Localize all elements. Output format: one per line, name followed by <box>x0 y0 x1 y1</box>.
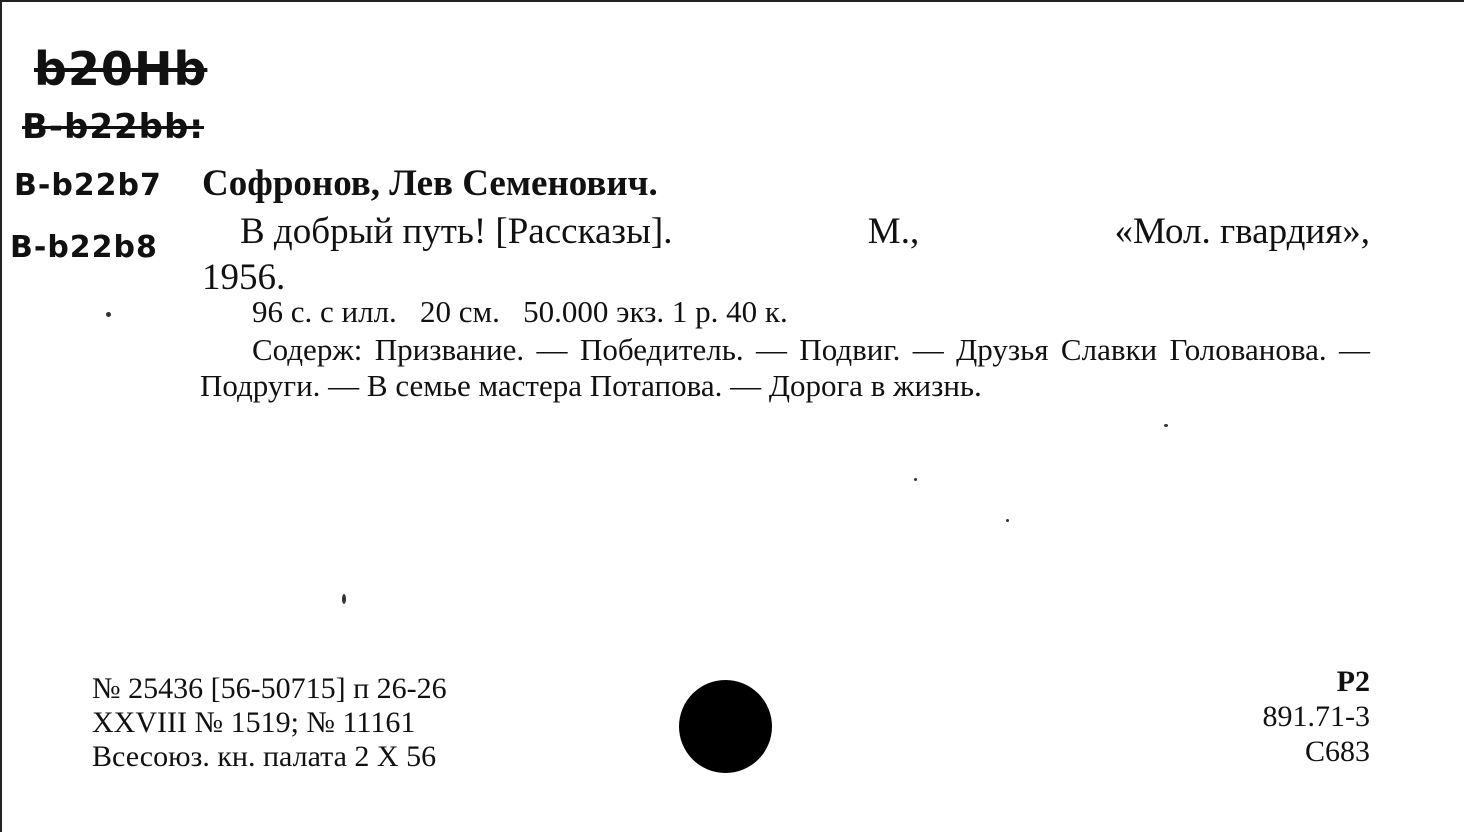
handwritten-shelfmark-2: B-b22bb: <box>22 107 204 147</box>
registration-line-2: XXVIII № 1519; № 11161 <box>92 706 416 739</box>
scan-speck <box>1006 519 1009 522</box>
title-line <box>240 210 1370 253</box>
publication-year: 1956. <box>202 257 286 298</box>
classification-line-2: 891.71-3 <box>1262 700 1370 733</box>
scan-speck <box>1164 424 1168 427</box>
registration-block <box>92 672 447 774</box>
author-heading: Софронов, Лев Семенович. <box>202 163 658 204</box>
scan-speck <box>106 312 111 317</box>
classification-line-3: С683 <box>1304 735 1370 768</box>
handwritten-shelfmark-3: B-b22b7 <box>14 168 162 203</box>
handwritten-shelfmark-4: B-b22b8 <box>10 230 158 265</box>
contents-note: Содерж: Призвание. — Победитель. — Подвиг. — Друзья Славки Голованова. — Подруги. — В семье мастера Потапова. — Дорога в жизнь. <box>200 332 1370 403</box>
handwritten-shelfmark-1: b20Hb <box>34 42 208 96</box>
classification-block <box>1263 664 1371 769</box>
registration-line-1: № 25436 [56-50715] п 26-26 <box>92 672 447 705</box>
registration-line-3: Всесоюз. кн. палата 2 X 56 <box>92 740 437 773</box>
scan-speck <box>914 478 917 481</box>
publisher: «Мол. гвардия», <box>1114 211 1370 252</box>
punch-hole <box>679 680 772 773</box>
publication-place: М., <box>867 211 920 252</box>
book-title: В добрый путь! [Рассказы]. <box>240 211 673 252</box>
scan-speck <box>342 594 346 604</box>
physical-description: 96 с. с илл. 20 см. 50.000 экз. 1 р. 40 к. <box>252 294 788 329</box>
classification-line-1: Р2 <box>1336 665 1370 698</box>
